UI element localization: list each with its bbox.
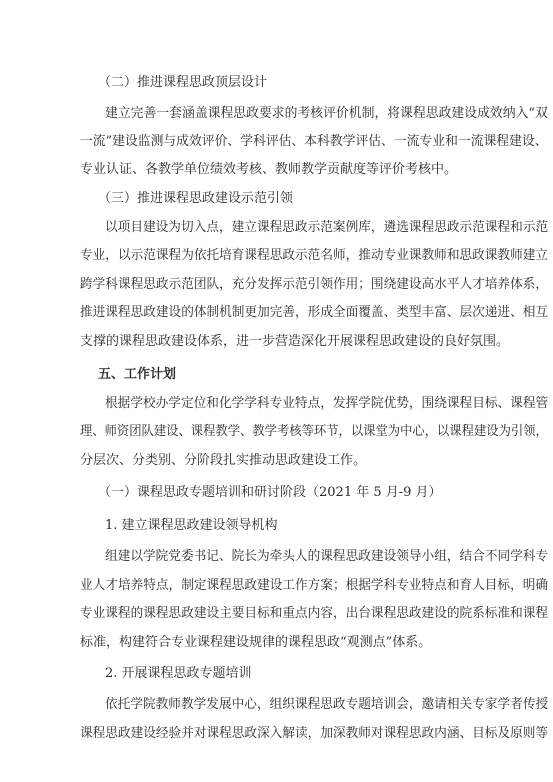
paragraph-line: 专业，以示范课程为依托培育课程思政示范名师，推动专业课教师和思政课教师建立 (80, 248, 549, 263)
chapter-heading: 五、工作计划 (98, 367, 177, 382)
paragraph-line: 以项目建设为切入点，建立课程思政示范案例库，遴选课程思政示范课程和示范 (105, 220, 549, 235)
section-heading: （三）推进课程思政建设示范引领 (98, 191, 294, 206)
paragraph-line: 支撑的课程思政建设体系，进一步营造深化开展课程思政建设的良好氛围。 (80, 334, 510, 349)
paragraph-line: 业人才培养特点，制定课程思政建设工作方案；根据学科专业特点和育人目标，明确 (80, 578, 549, 593)
section-heading: （二）推进课程思政顶层设计 (98, 75, 268, 90)
paragraph-line: 理、师资团队建设、课程教学、教学考核等环节，以课堂为中心，以课程建设为引领， (80, 424, 548, 439)
paragraph-line: 依托学院教师教学发展中心，组织课程思政专题培训会，邀请相关专家学者传授 (105, 697, 549, 712)
paragraph-line: 根据学校办学定位和化学学科专业特点，发挥学院优势，围绕课程目标、课程管 (105, 396, 549, 411)
item-heading: 2. 开展课程思政专题培训 (105, 666, 252, 681)
paragraph-line: 标准，构建符合专业课程建设规律的课程思政“观测点”体系。 (80, 635, 432, 650)
paragraph-line: 推进课程思政建设的体制机制更加完善，形成全面覆盖、类型丰富、层次递进、相互 (80, 305, 549, 320)
paragraph-line: 分层次、分类别、分阶段扎实推动思政建设工作。 (80, 453, 367, 468)
paragraph-line: 组建以学院党委书记、院长为牵头人的课程思政建设领导小组，结合不同学科专 (105, 549, 549, 564)
item-heading: 1. 建立课程思政建设领导机构 (105, 518, 278, 533)
paragraph-line: 课程思政建设经验并对课程思政深入解读，加深教师对课程思政内涵、目标及原则等 (80, 726, 549, 741)
paragraph-line: 专业认证、各教学单位绩效考核、教师教学贡献度等评价考核中。 (80, 162, 458, 177)
paragraph-line: 专业课程的课程思政建设主要目标和重点内容，出台课程思政建设的院系标准和课程 (80, 606, 549, 621)
paragraph-line: 跨学科课程思政示范团队，充分发挥示范引领作用；围绕建设高水平人才培养体系， (80, 277, 549, 292)
paragraph-line: 建立完善一套涵盖课程思政要求的考核评价机制，将课程思政建设成效纳入“双 (105, 106, 548, 121)
phase-heading: （一）课程思政专题培训和研讨阶段（2021 年 5 月-9 月） (98, 485, 442, 500)
paragraph-line: 一流”建设监测与成效评价、学科评估、本科教学评估、一流专业和一流课程建设、 (80, 134, 548, 149)
